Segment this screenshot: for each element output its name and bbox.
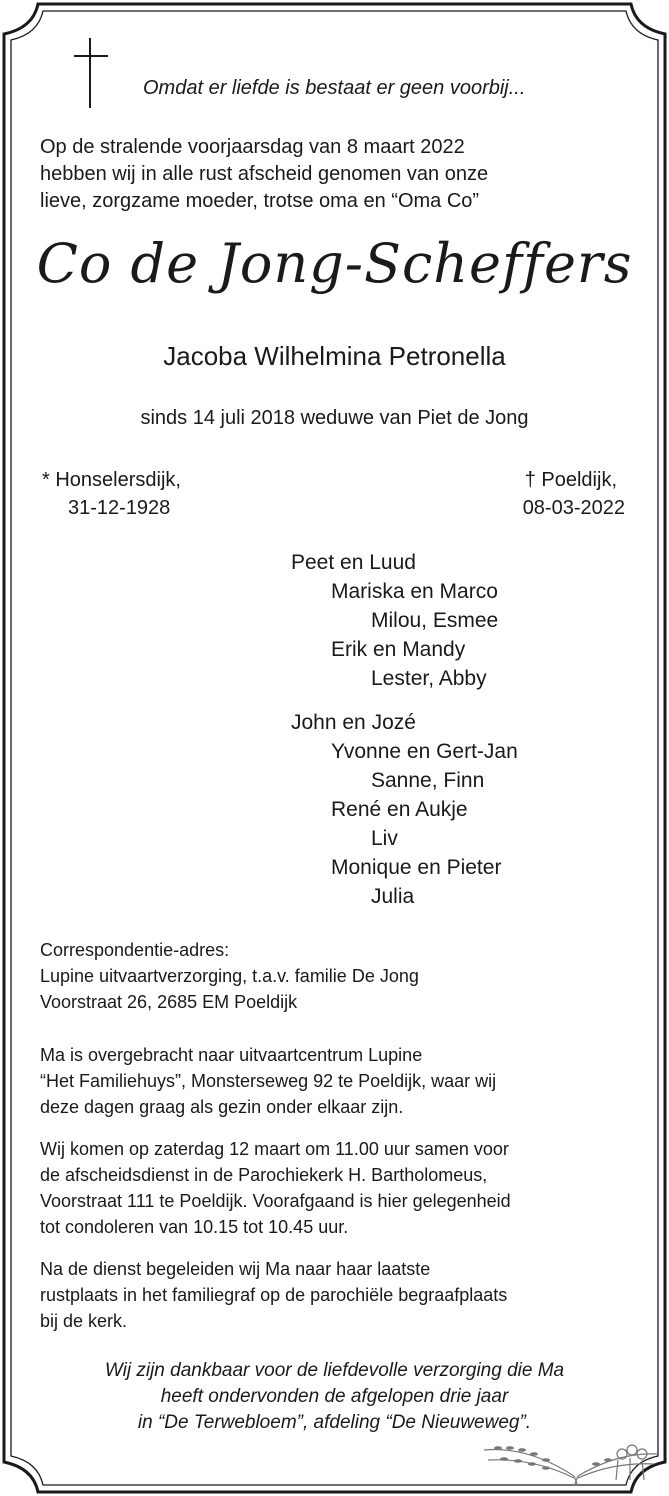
paragraph-line: Ma is overgebracht naar uitvaartcentrum Lupine: [40, 1045, 423, 1065]
paragraph-line: bij de kerk.: [40, 1311, 128, 1331]
intro-line: Op de stralende voorjaarsdag van 8 maart 2022: [40, 136, 465, 158]
paragraph-line: rustplaats in het familiegraf op de parochiële begraafplaats: [40, 1285, 508, 1305]
paragraph-line: deze dagen graag als gezin onder elkaar zijn.: [40, 1097, 404, 1117]
family-line: Julia: [371, 885, 415, 908]
paragraph-line: Na de dienst begeleiden wij Ma naar haar laatste: [40, 1259, 431, 1279]
died-date: 08-03-2022: [522, 497, 625, 519]
correspondence-line: Voorstraat 26, 2685 EM Poeldijk: [40, 992, 298, 1012]
widow-text: sinds 14 juli 2018 weduwe van Piet de Jong: [140, 407, 529, 429]
family-line: Yvonne en Gert-Jan: [331, 740, 518, 763]
family-line: Erik en Mandy: [331, 638, 466, 661]
closing-line: in “De Terwebloem”, afdeling “De Nieuweweg”.: [137, 1412, 532, 1433]
paragraph-line: Wij komen op zaterdag 12 maart om 11.00 uur samen voor: [40, 1139, 509, 1159]
paragraph-line: de afscheidsdienst in de Parochiekerk H. Bartholomeus,: [40, 1165, 488, 1185]
paragraph-line: “Het Familiehuys”, Monsterseweg 92 te Poeldijk, waar wij: [40, 1071, 497, 1091]
family-line: René en Aukje: [331, 798, 468, 821]
died-place: † Poeldijk,: [524, 469, 617, 491]
correspondence-line: Lupine uitvaartverzorging, t.a.v. familie De Jong: [40, 966, 419, 986]
closing-line: heeft ondervonden de afgelopen drie jaar: [160, 1386, 509, 1407]
intro-line: hebben wij in alle rust afscheid genomen van onze: [40, 163, 489, 185]
family-line: John en Jozé: [291, 711, 416, 734]
intro-line: lieve, zorgzame moeder, trotse oma en “Oma Co”: [40, 190, 480, 212]
closing-text: [0, 1358, 669, 1436]
family-line: Sanne, Finn: [371, 769, 485, 792]
born-place: * Honselersdijk,: [42, 469, 181, 491]
paragraph-line: Voorstraat 111 te Poeldijk. Voorafgaand is hier gelegenheid: [40, 1191, 511, 1211]
motto: Omdat er liefde is bestaat er geen voorbij...: [143, 77, 526, 99]
family-line: Monique en Pieter: [331, 856, 502, 879]
deceased-name: Co de Jong-Scheffers: [36, 232, 633, 295]
correspondence-line: Correspondentie-adres:: [40, 940, 230, 960]
born-date: 31-12-1928: [68, 497, 171, 519]
full-name: Jacoba Wilhelmina Petronella: [163, 341, 506, 371]
cross-icon: [72, 36, 112, 110]
family-line: Peet en Luud: [291, 551, 416, 574]
paragraph-line: tot condoleren van 10.15 tot 10.45 uur.: [40, 1217, 349, 1237]
closing-line: Wij zijn dankbaar voor de liefdevolle verzorging die Ma: [104, 1360, 565, 1381]
family-line: Milou, Esmee: [371, 609, 499, 632]
family-line: Mariska en Marco: [331, 580, 498, 603]
family-line: Liv: [371, 827, 398, 850]
family-line: Lester, Abby: [371, 667, 487, 690]
wheat-sheaf-icon: [478, 1436, 664, 1488]
